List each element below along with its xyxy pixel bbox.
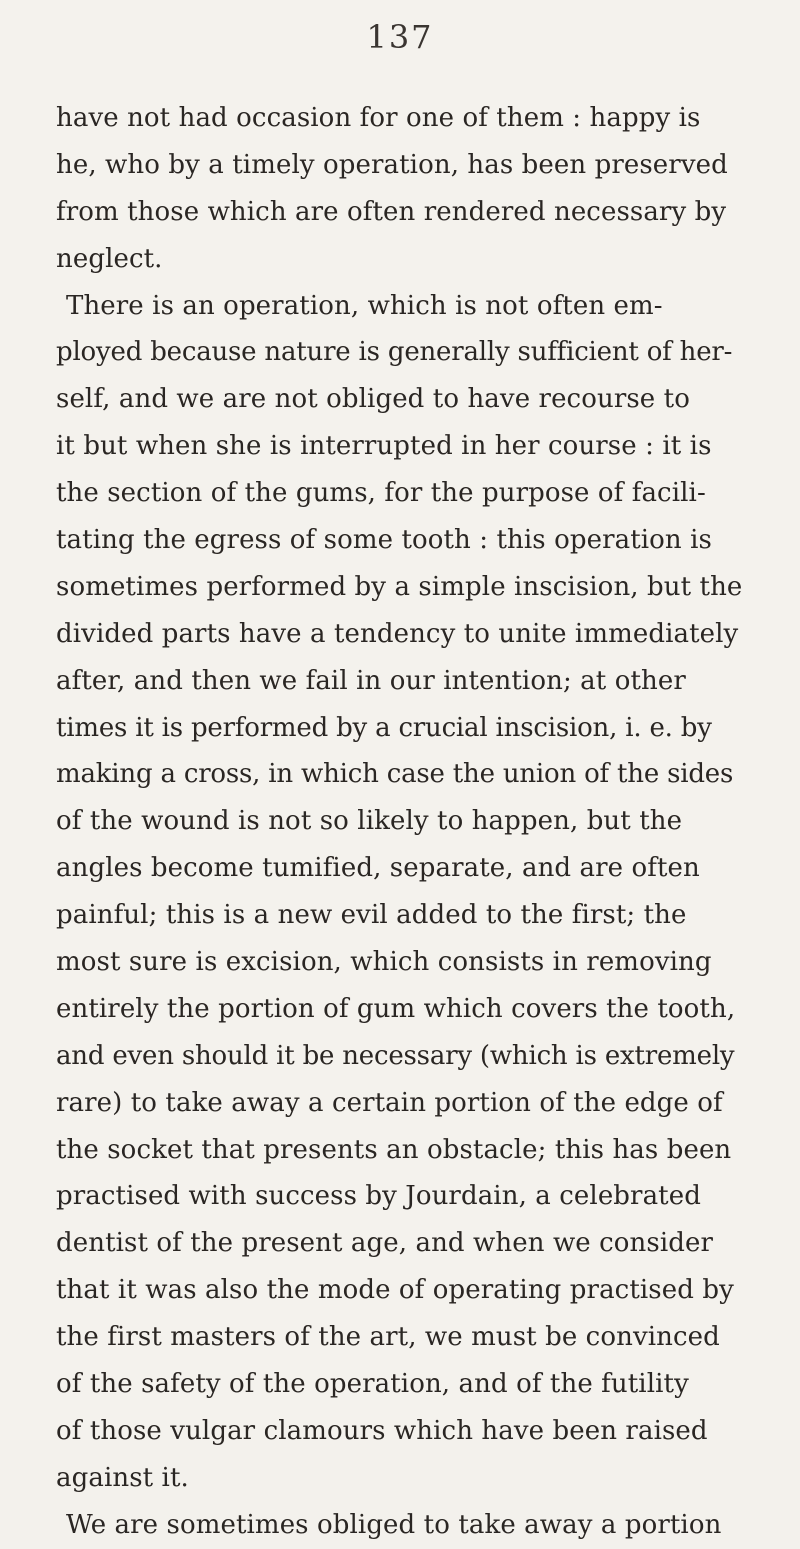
text-line: dentist of the present age, and when we consider bbox=[56, 1228, 714, 1259]
page-number: 137 bbox=[366, 18, 434, 56]
text-line: he, who by a timely operation, has been preserved bbox=[56, 149, 728, 180]
text-line: most sure is excision, which consists in removing bbox=[56, 947, 712, 978]
text-line: sometimes performed by a simple inscision, but the bbox=[56, 571, 743, 602]
text-line: the first masters of the art, we must be convinced bbox=[56, 1322, 720, 1353]
text-line: of the wound is not so likely to happen, but the bbox=[56, 806, 683, 837]
body-text bbox=[56, 95, 762, 1549]
text-line: it but when she is interrupted in her course : it is bbox=[56, 431, 712, 462]
text-line: We are sometimes obliged to take away a portion bbox=[66, 1509, 722, 1540]
text-line: times it is performed by a crucial inscision, i. e. by bbox=[56, 712, 712, 743]
text-line: after, and then we fail in our intention; at other bbox=[56, 665, 686, 696]
text-line: neglect. bbox=[56, 243, 163, 274]
text-line: have not had occasion for one of them : happy is bbox=[56, 103, 701, 133]
text-line: painful; this is a new evil added to the first; the bbox=[56, 900, 687, 931]
text-line: angles become tumified, separate, and are often bbox=[56, 853, 700, 884]
text-line: practised with success by Jourdain, a celebrated bbox=[56, 1181, 701, 1212]
text-line: of the safety of the operation, and of the futility bbox=[56, 1369, 689, 1400]
text-line: self, and we are not obliged to have recourse to bbox=[56, 384, 690, 415]
text-line: making a cross, in which case the union of the sides bbox=[56, 759, 734, 790]
text-line: of those vulgar clamours which have been raised bbox=[56, 1415, 708, 1446]
text-line: the socket that presents an obstacle; this has been bbox=[56, 1134, 732, 1165]
text-line: tating the egress of some tooth : this operation is bbox=[56, 525, 713, 556]
text-line: from those which are often rendered necessary by bbox=[56, 196, 727, 227]
text-line: ployed because nature is generally sufficient of her- bbox=[56, 337, 733, 368]
text-line: There is an operation, which is not often em- bbox=[66, 290, 663, 321]
text-line: the section of the gums, for the purpose of facili- bbox=[56, 478, 706, 509]
text-line: and even should it be necessary (which is extremely bbox=[56, 1040, 735, 1071]
text-line: that it was also the mode of operating practised by bbox=[56, 1275, 734, 1306]
text-line: rare) to take away a certain portion of the edge of bbox=[56, 1087, 723, 1118]
text-line: entirely the portion of gum which covers the tooth, bbox=[56, 993, 736, 1024]
text-line: against it. bbox=[56, 1462, 189, 1493]
text-line: divided parts have a tendency to unite immediately bbox=[56, 618, 739, 649]
